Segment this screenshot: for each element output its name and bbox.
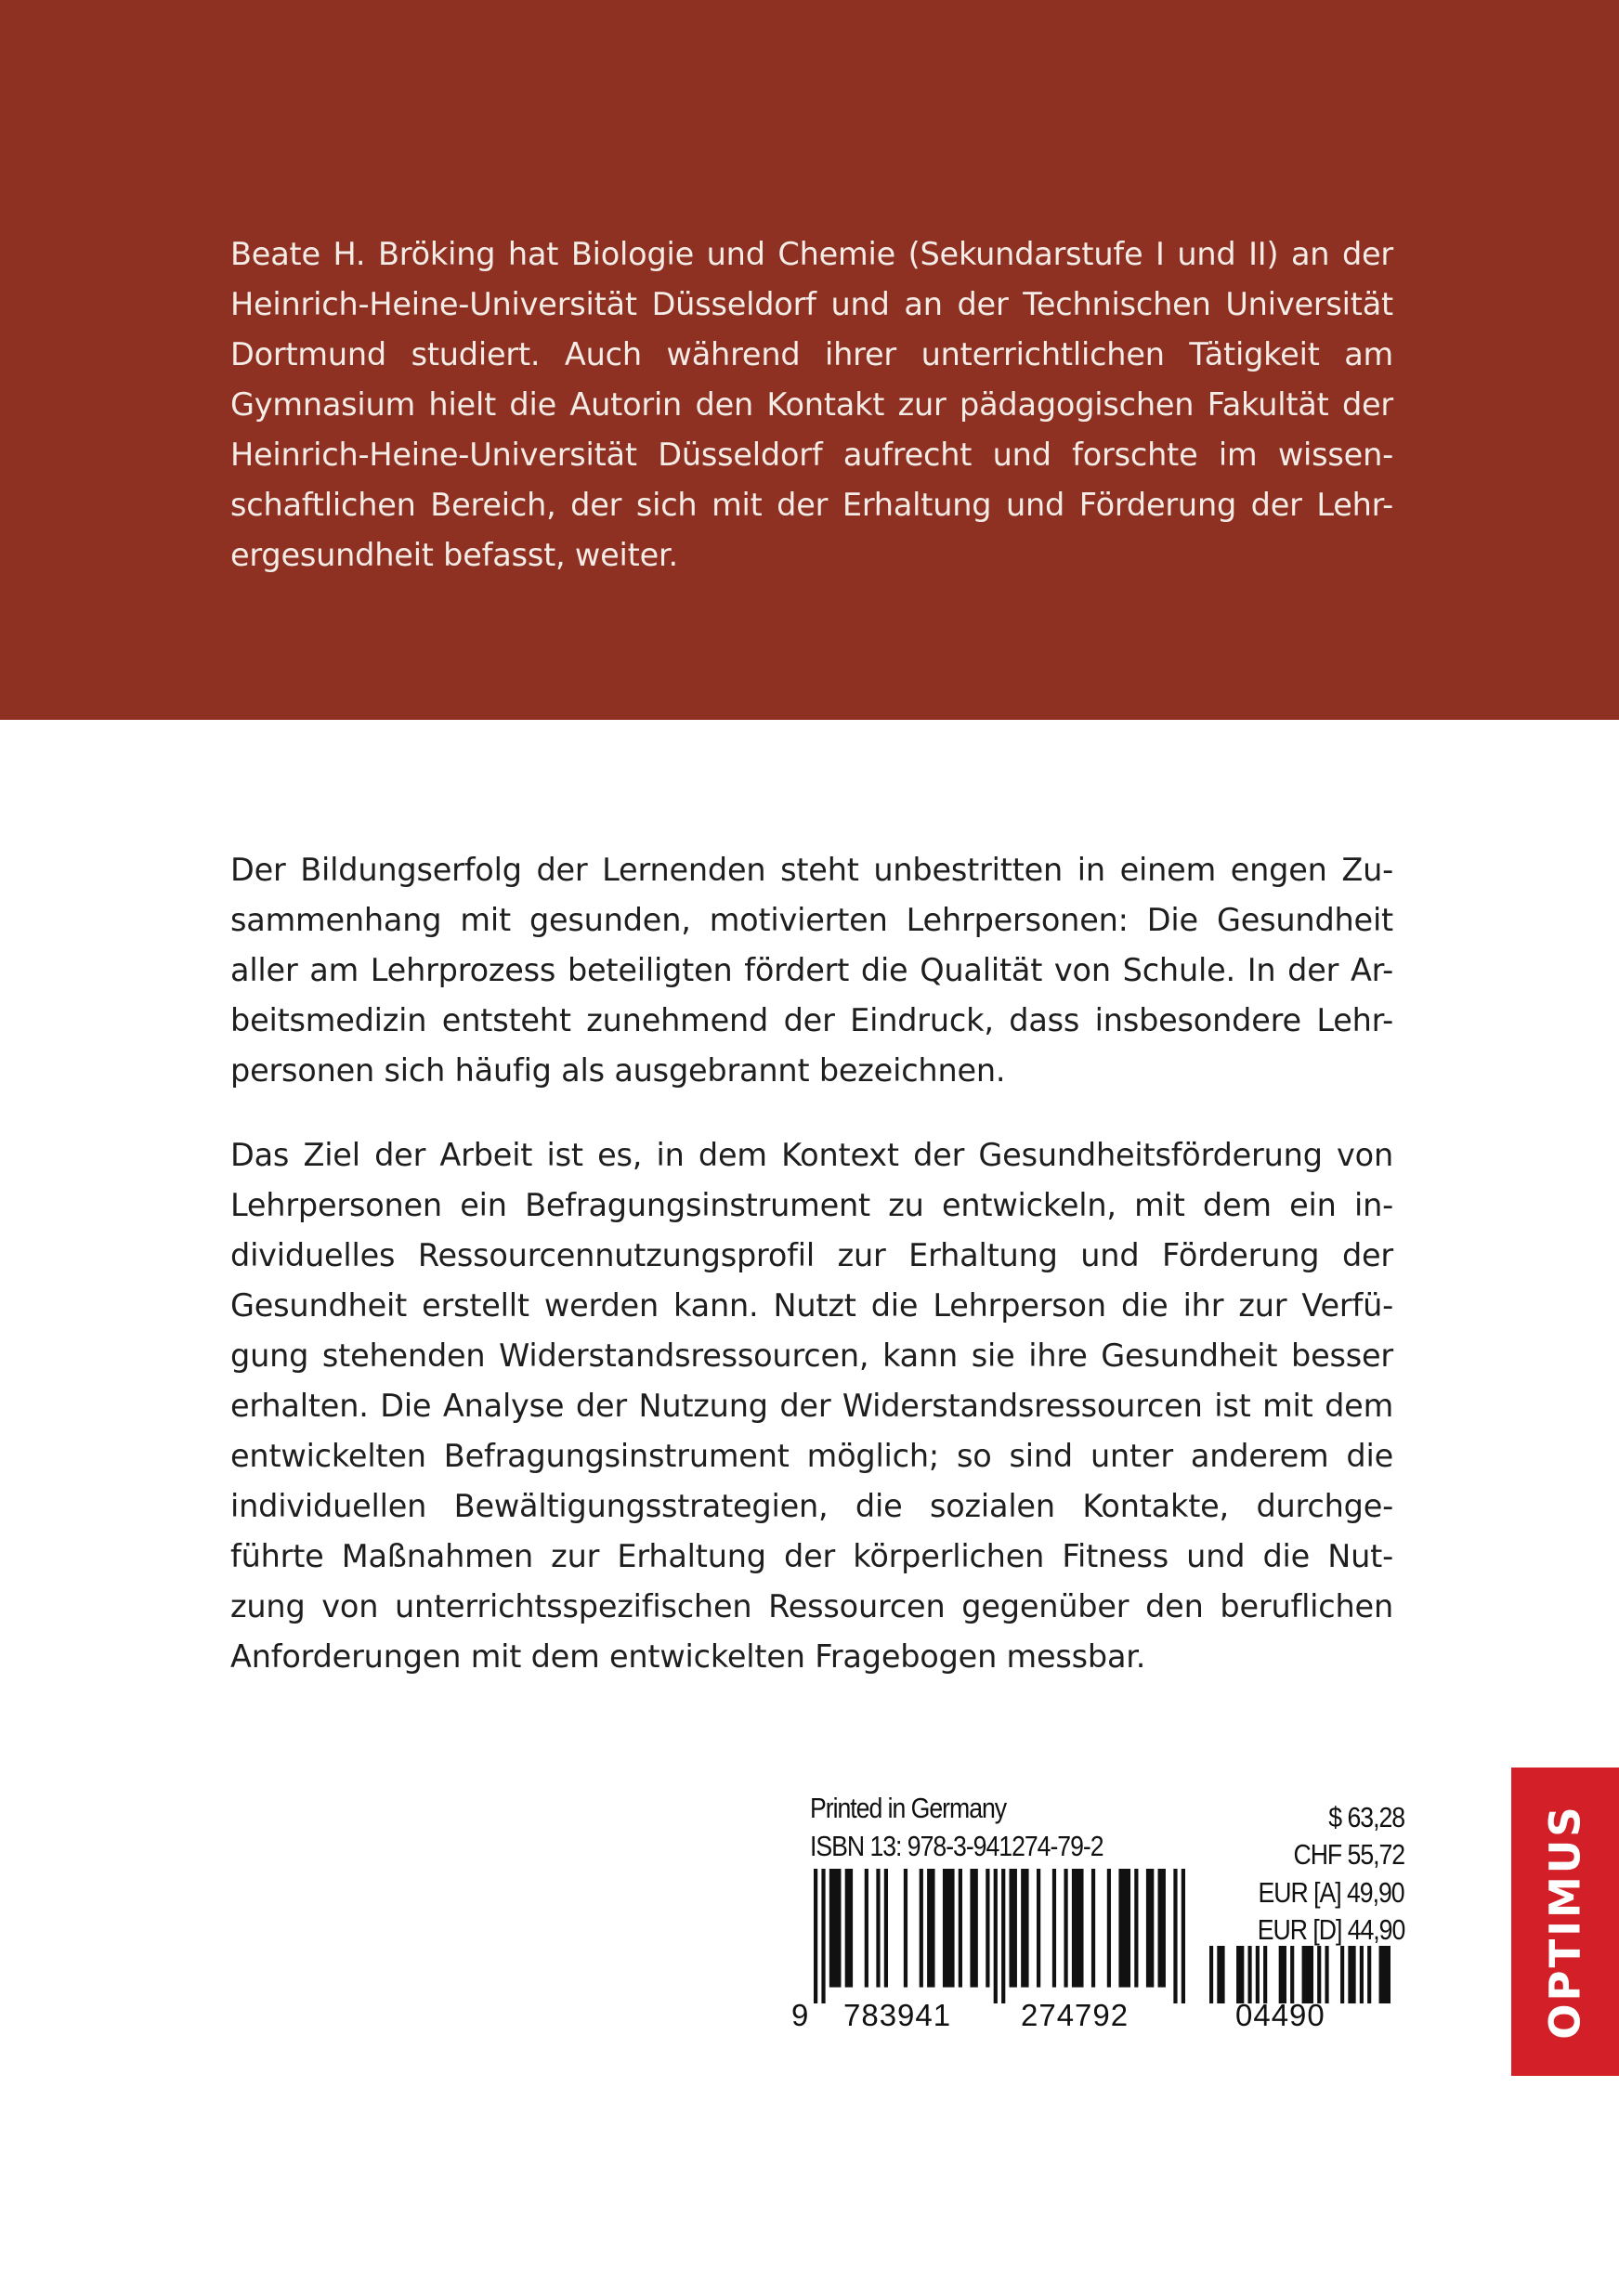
- author-bio-line: ergesundheit befasst, weiter.: [230, 537, 678, 573]
- isbn-label: ISBN 13: 978-3-941274-79-2: [810, 1830, 1103, 1862]
- barcode-bar: [1091, 1869, 1095, 1988]
- author-bio-line: Gymnasium hielt die Autorin den Kontakt zur pädagogischen Fakultät der: [230, 386, 1393, 423]
- barcode-bar: [1247, 1946, 1251, 2003]
- barcode-bar: [1158, 1869, 1166, 1988]
- barcode-bar: [814, 1869, 817, 2003]
- barcode-bar: [1325, 1946, 1328, 2003]
- addon-digits: 04490: [1235, 1998, 1325, 2032]
- barcode-bar: [1064, 1869, 1067, 1988]
- barcode-bar: [1290, 1946, 1294, 2003]
- author-bio-line: Dortmund studiert. Auch während ihrer unterrichtlichen Tätigkeit am: [230, 336, 1393, 372]
- price-usd: $ 63,28: [1328, 1801, 1404, 1833]
- price-eur-austria: EUR [A] 49,90: [1258, 1876, 1404, 1909]
- abstract-paragraph-2: [230, 1130, 1393, 1682]
- barcode-bar: [1302, 1946, 1313, 2003]
- author-bio: [230, 229, 1393, 581]
- barcode-bar: [1134, 1869, 1138, 1988]
- abstract-line: beitsmedizin entsteht zunehmend der Eindruck, dass insbesondere Lehr-: [230, 1002, 1393, 1038]
- printed-in-label: Printed in Germany: [810, 1792, 1007, 1824]
- author-bio-line: Heinrich-Heine-Universität Düsseldorf und an der Technischen Universität: [230, 286, 1393, 322]
- abstract-line: Das Ziel der Arbeit ist es, in dem Kontext der Gesundheitsförderung von: [230, 1137, 1393, 1173]
- barcode-bar: [1052, 1869, 1056, 1988]
- barcode-bar: [845, 1869, 853, 1988]
- barcode-bar: [1173, 1869, 1177, 2003]
- barcode-bar: [1209, 1946, 1213, 2003]
- barcode-bar: [1360, 1946, 1364, 2003]
- barcode-bar: [1146, 1869, 1154, 1988]
- barcode-bar: [876, 1869, 880, 1988]
- abstract-line: entwickelten Befragungsinstrument möglich; so sind unter anderem die: [230, 1438, 1393, 1474]
- barcode-bar: [1107, 1869, 1111, 1988]
- barcode-bar: [1236, 1946, 1244, 2003]
- barcode-bar: [1037, 1869, 1040, 1988]
- barcode-bar: [986, 1869, 989, 1988]
- barcode-bar: [970, 1869, 977, 1988]
- ean-left-digits: 783941: [843, 1998, 952, 2032]
- barcode-bar: [884, 1869, 888, 1988]
- abstract-paragraph-1: [230, 845, 1393, 1096]
- abstract-line: Anforderungen mit dem entwickelten Fragebogen messbar.: [230, 1638, 1146, 1675]
- barcode-bar: [829, 1869, 842, 1988]
- abstract-line: gung stehenden Widerstandsressourcen, kann sie ihre Gesundheit besser: [230, 1337, 1393, 1374]
- abstract-line: individuellen Bewältigungsstrategien, die sozialen Kontakte, durchge-: [230, 1488, 1393, 1524]
- barcode-bar: [865, 1869, 868, 1988]
- abstract-line: erhalten. Die Analyse der Nutzung der Widerstandsressourcen ist mit dem: [230, 1388, 1393, 1424]
- barcode-bar: [904, 1869, 907, 1988]
- price-chf: CHF 55,72: [1293, 1838, 1404, 1871]
- abstract-line: Gesundheit erstellt werden kann. Nutzt die Lehrperson die ihr zur Verfü-: [230, 1287, 1393, 1324]
- barcode-bar: [1279, 1946, 1286, 2003]
- ean-barcode: [814, 1869, 1185, 2003]
- barcode-bar: [927, 1869, 934, 1988]
- abstract-line: zung von unterrichtsspezifischen Ressourcen gegenüber den beruflichen: [230, 1588, 1393, 1624]
- barcode-bar: [1340, 1946, 1344, 2003]
- abstract-line: aller am Lehrprozess beteiligten fördert die Qualität von Schule. In der Ar-: [230, 952, 1393, 988]
- barcode-bar: [1001, 1869, 1005, 2003]
- abstract-line: dividuelles Ressourcennutzungsprofil zur Erhaltung und Förderung der: [230, 1237, 1393, 1273]
- abstract-line: personen sich häufig als ausgebrannt bezeichnen.: [230, 1052, 1006, 1089]
- barcode-bar: [1379, 1946, 1391, 2003]
- barcode-bar: [1367, 1946, 1371, 2003]
- price-eur-germany: EUR [D] 44,90: [1257, 1913, 1404, 1946]
- barcode-bar: [1256, 1946, 1260, 2003]
- ean-right-digits: 274792: [1021, 1998, 1129, 2032]
- barcode-bar: [994, 1869, 998, 2003]
- author-bio-line: Beate H. Bröking hat Biologie und Chemie (Sekundarstufe I und II) an der: [230, 236, 1393, 272]
- publisher-tab: [1511, 1768, 1619, 2076]
- barcode-bar: [1263, 1946, 1267, 2003]
- barcode-bar: [943, 1869, 955, 1988]
- abstract-line: Der Bildungserfolg der Lernenden steht unbestritten in einem engen Zu-: [230, 852, 1393, 888]
- abstract-line: führte Maßnahmen zur Erhaltung der körperlichen Fitness und die Nut-: [230, 1538, 1393, 1574]
- barcode-bar: [1182, 1869, 1185, 2003]
- barcode-bar: [1010, 1869, 1017, 1988]
- barcode-bar: [959, 1869, 962, 1988]
- author-bio-line: Heinrich-Heine-Universität Düsseldorf aufrecht und forschte im wissen-: [230, 437, 1393, 473]
- barcode-bar: [1021, 1869, 1028, 1988]
- addon-barcode: [1209, 1946, 1391, 2003]
- barcode-bar: [1217, 1946, 1224, 2003]
- ean-first-digit: 9: [791, 1998, 810, 2032]
- author-bio-line: schaftlichen Bereich, der sich mit der Erhaltung und Förderung der Lehr-: [230, 487, 1393, 523]
- barcode-bar: [821, 1869, 825, 2003]
- abstract-line: sammenhang mit gesunden, motivierten Lehrpersonen: Die Gesundheit: [230, 902, 1393, 938]
- barcode-bar: [1348, 1946, 1355, 2003]
- barcode-bar: [1317, 1946, 1321, 2003]
- barcode-bar: [1118, 1869, 1130, 1988]
- abstract-line: Lehrpersonen ein Befragungsinstrument zu entwickeln, mit dem ein in-: [230, 1187, 1393, 1223]
- barcode-bar: [1072, 1869, 1084, 1988]
- barcode-bar: [920, 1869, 923, 1988]
- top-color-band: [0, 0, 1619, 720]
- publisher-logo-text: OPTIMUS: [1540, 1804, 1590, 2040]
- barcode-block: [791, 1792, 1404, 2071]
